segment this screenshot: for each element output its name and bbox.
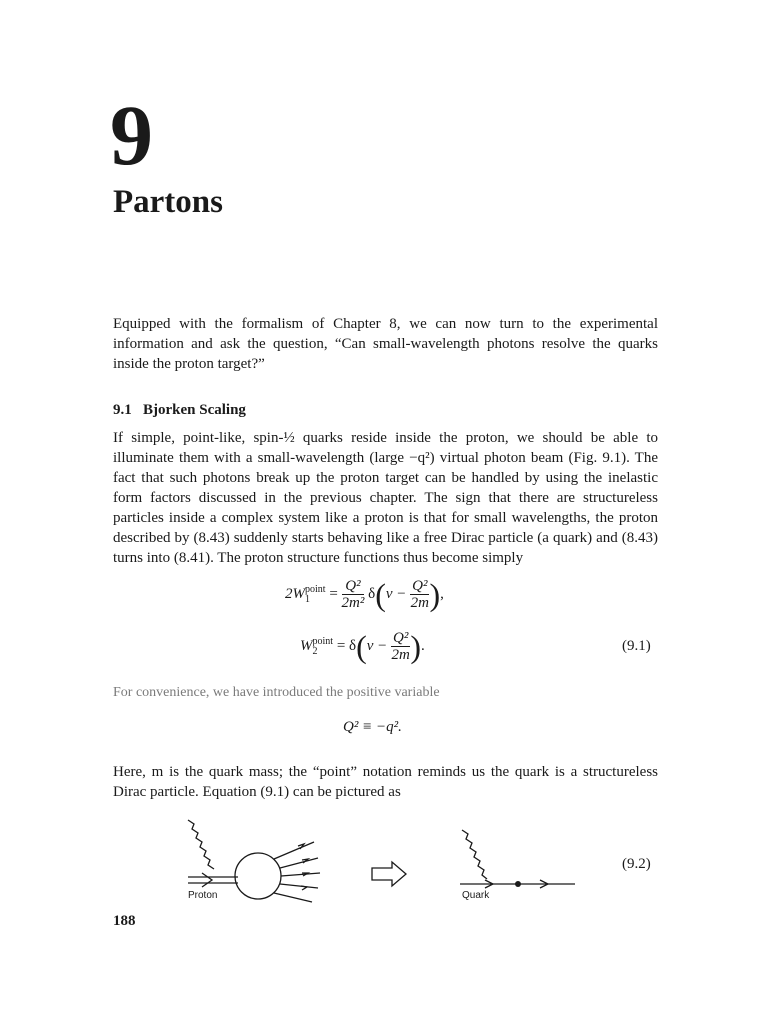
bjorken-paragraph <box>113 428 658 568</box>
fragment-line-5 <box>274 893 312 902</box>
fragment-line-1 <box>274 842 314 859</box>
w1-delta: δ <box>368 585 376 602</box>
bjorken-text: If simple, point-like, spin-½ quarks reside inside the proton, we should be able to illuminate them with a small-wavelength (large −q²) virtual photon beam (Fig. 9.1). The fact that such photons break up the proton target can be handled by using the inelastic form factors discussed in the previous chapter. The sign that there are structureless particles inside a complex system like a proton is that for small wavelengths, the proton described by (8.43) suddenly starts behaving like a free Dirac particle (a quark) and (8.43) turns into (8.41). The proton structure functions thus become simply <box>113 430 658 566</box>
photon-line-right <box>462 830 487 879</box>
w1-comma: , <box>440 585 444 602</box>
w1-inner-num: Q² <box>412 578 428 594</box>
w2-inner-fraction <box>391 630 410 663</box>
fragment-line-2 <box>280 858 318 868</box>
w2-sub: 2 <box>312 645 318 657</box>
quark-label: Quark <box>462 890 490 901</box>
section-heading <box>113 402 246 419</box>
w2-inner-den: 2m <box>391 647 410 663</box>
proton-label: Proton <box>188 890 218 901</box>
w1-eq-sign: = <box>329 585 338 602</box>
w2-sup: point <box>312 635 334 647</box>
w2-delta: δ <box>349 637 357 654</box>
w1-frac-den: 2m² <box>341 595 365 611</box>
w2-nu-minus: ν − <box>366 637 388 654</box>
equation-9-2-label: (9.2) <box>622 856 651 872</box>
w1-frac-num: Q² <box>342 578 365 595</box>
parton-diagram <box>180 812 600 907</box>
w2-inner-num: Q² <box>393 630 409 646</box>
chapter-title: Partons <box>113 184 223 220</box>
w1-fraction <box>342 578 365 611</box>
w1-nu-minus: ν − <box>385 585 407 602</box>
w1-rparen: ) <box>429 576 441 613</box>
page-number: 188 <box>113 913 136 929</box>
proton-arrow <box>202 873 212 887</box>
fragment-line-3 <box>281 873 320 876</box>
photon-line-left <box>188 820 214 869</box>
w2-lparen: ( <box>356 628 367 665</box>
vertex-dot <box>515 881 521 887</box>
chapter-number: 9 <box>110 87 151 183</box>
equation-q2: Q² ≡ −q². <box>343 719 402 735</box>
point-text: Here, m is the quark mass; the “point” notation reminds us the quark is a structureless Dirac particle. Equation (9.1) can be pictured as <box>113 764 658 800</box>
equation-w2 <box>300 630 425 663</box>
hadron-blob <box>235 853 281 899</box>
convenience-paragraph <box>113 683 658 703</box>
w2-rparen: ) <box>410 628 422 665</box>
w1-sup: point <box>305 583 326 595</box>
point-paragraph <box>113 762 658 802</box>
intro-paragraph <box>113 314 658 374</box>
w1-inner-den: 2m <box>410 595 429 611</box>
w1-sub: 1 <box>305 593 310 605</box>
intro-text: Equipped with the formalism of Chapter 8, we can now turn to the experimental information and ask the question, “Can small-wavelength photons resolve the quarks inside the proton target?” <box>113 316 658 372</box>
section-title: Bjorken Scaling <box>143 402 246 418</box>
w1-lhs: 2W <box>285 585 305 602</box>
equation-9-1-label: (9.1) <box>622 638 651 654</box>
w1-lparen: ( <box>375 576 386 613</box>
w2-lhs: W <box>300 637 313 654</box>
section-number: 9.1 <box>113 402 132 418</box>
equation-w1 <box>285 578 444 611</box>
fragment-arrow-4 <box>301 886 307 890</box>
implies-arrow <box>372 862 406 886</box>
w1-inner-fraction <box>410 578 429 611</box>
convenience-text: For convenience, we have introduced the positive variable <box>113 685 440 700</box>
w2-period: . <box>421 637 425 654</box>
fragment-line-4 <box>280 884 318 888</box>
w2-eq-sign: = <box>336 637 346 654</box>
